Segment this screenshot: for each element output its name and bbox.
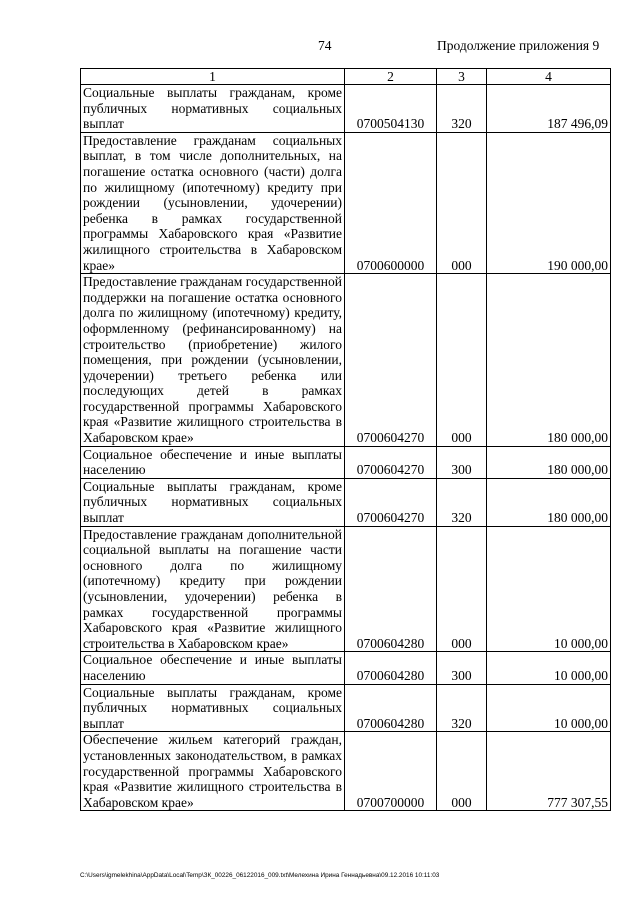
row-expense-type: 000 bbox=[437, 274, 487, 447]
row-name: Предоставление гражданам социальных выплат, в том числе дополнительных, на погашение остатка основного (части) долга по жилищному (ипотечному) кредиту при рождении (усыновлении, удочерении) ребенка в рамках государственной программы Хабаровского края «Развитие жилищного строительства в Хабаровском крае» bbox=[81, 132, 345, 273]
table-row bbox=[81, 478, 611, 526]
row-amount: 10 000,00 bbox=[487, 526, 611, 652]
table-row bbox=[81, 652, 611, 684]
row-expense-type: 000 bbox=[437, 732, 487, 811]
row-amount: 777 307,55 bbox=[487, 732, 611, 811]
table-row bbox=[81, 274, 611, 447]
row-name: Обеспечение жильем категорий граждан, установленных законодательством, в рамках государственной программы Хабаровского края «Развитие жилищного строительства в Хабаровском крае» bbox=[81, 732, 345, 811]
row-name: Социальные выплаты гражданам, кроме публичных нормативных социальных выплат bbox=[81, 684, 345, 732]
row-amount: 190 000,00 bbox=[487, 132, 611, 273]
table-row bbox=[81, 132, 611, 273]
row-amount: 187 496,09 bbox=[487, 85, 611, 133]
table-row bbox=[81, 684, 611, 732]
row-target-code: 0700600000 bbox=[345, 132, 437, 273]
row-target-code: 0700604280 bbox=[345, 526, 437, 652]
row-name: Социальное обеспечение и иные выплаты населению bbox=[81, 446, 345, 478]
table-row bbox=[81, 526, 611, 652]
row-amount: 10 000,00 bbox=[487, 684, 611, 732]
row-expense-type: 300 bbox=[437, 652, 487, 684]
row-expense-type: 000 bbox=[437, 526, 487, 652]
row-amount: 10 000,00 bbox=[487, 652, 611, 684]
row-name: Социальное обеспечение и иные выплаты населению bbox=[81, 652, 345, 684]
row-expense-type: 000 bbox=[437, 132, 487, 273]
row-target-code: 0700604270 bbox=[345, 446, 437, 478]
column-header: 3 bbox=[437, 69, 487, 85]
budget-table bbox=[80, 68, 611, 811]
row-amount: 180 000,00 bbox=[487, 478, 611, 526]
row-name: Предоставление гражданам государственной поддержки на погашение остатка основного долга по жилищному (ипотечному) кредиту, оформленному (рефинансированному) на строительство (приобретение) жилого помещения, при рождении (усыновлении, удочерении) третьего ребенка или последующих детей в рамках государственной программы Хабаровского края «Развитие жилищного строительства в Хабаровском крае» bbox=[81, 274, 345, 447]
row-expense-type: 300 bbox=[437, 446, 487, 478]
row-name: Социальные выплаты гражданам, кроме публичных нормативных социальных выплат bbox=[81, 85, 345, 133]
row-expense-type: 320 bbox=[437, 85, 487, 133]
row-target-code: 0700604280 bbox=[345, 652, 437, 684]
row-name: Предоставление гражданам дополнительной социальной выплаты на погашение части основного долга по жилищному (ипотечному) кредиту при рождении (усыновлении, удочерении) ребенка в рамках государственной программы Хабаровского края «Развитие жилищного строительства в Хабаровском крае» bbox=[81, 526, 345, 652]
row-amount: 180 000,00 bbox=[487, 446, 611, 478]
footer-file-path: C:\Users\igmelekhina\AppData\Local\Temp\ЗК_00226_06122016_009.txt\Мелехина Ирина Геннадьевна\09.12.2016 10:11:03 bbox=[80, 872, 440, 879]
row-target-code: 0700504130 bbox=[345, 85, 437, 133]
table-row bbox=[81, 446, 611, 478]
row-target-code: 0700604270 bbox=[345, 478, 437, 526]
row-target-code: 0700604280 bbox=[345, 684, 437, 732]
row-expense-type: 320 bbox=[437, 478, 487, 526]
table-row bbox=[81, 732, 611, 811]
row-expense-type: 320 bbox=[437, 684, 487, 732]
row-amount: 180 000,00 bbox=[487, 274, 611, 447]
table-row bbox=[81, 85, 611, 133]
column-header: 2 bbox=[345, 69, 437, 85]
table-header-row bbox=[81, 69, 611, 85]
column-header: 1 bbox=[81, 69, 345, 85]
row-target-code: 0700604270 bbox=[345, 274, 437, 447]
appendix-continuation-title: Продолжение приложения 9 bbox=[437, 38, 600, 53]
page-number: 74 bbox=[318, 38, 332, 53]
row-target-code: 0700700000 bbox=[345, 732, 437, 811]
row-name: Социальные выплаты гражданам, кроме публичных нормативных социальных выплат bbox=[81, 478, 345, 526]
column-header: 4 bbox=[487, 69, 611, 85]
